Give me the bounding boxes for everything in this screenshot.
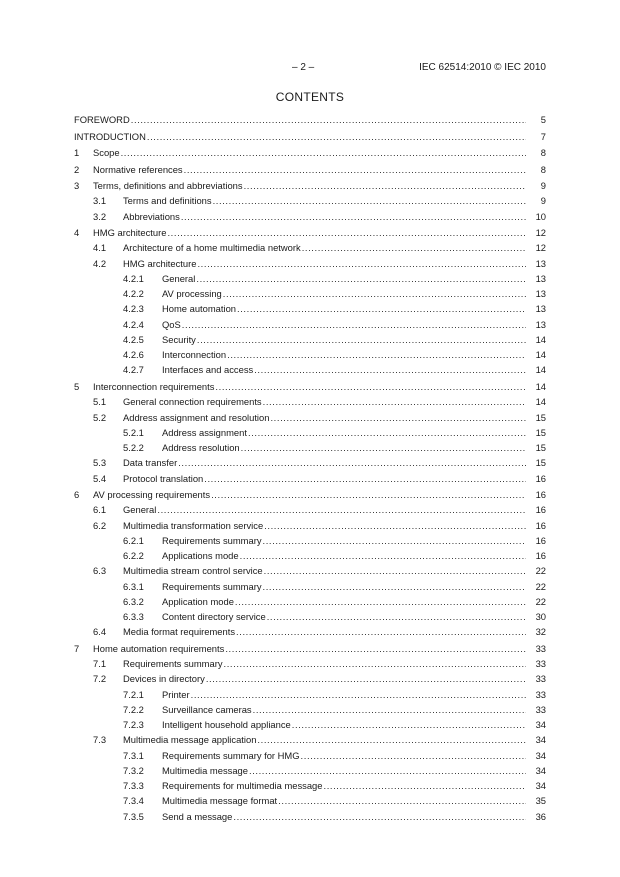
toc-dot-leader — [301, 748, 526, 763]
toc-dot-leader — [292, 717, 526, 732]
toc-dot-leader — [223, 286, 526, 301]
toc-entry-title: AV processing requirements — [93, 489, 211, 501]
toc-dot-leader — [263, 394, 526, 409]
toc-entry-title: Interconnection requirements — [93, 381, 215, 393]
toc-entry-number: 7.3.5 — [123, 810, 144, 822]
toc-dot-leader — [206, 671, 526, 686]
table-of-contents — [74, 112, 546, 824]
toc-entry-number: 6.3 — [93, 565, 107, 577]
toc-entry-title: General connection requirements — [123, 396, 262, 408]
toc-entry-title: AV processing — [162, 288, 222, 300]
toc-dot-leader — [131, 112, 526, 127]
toc-entry-title: Data transfer — [123, 457, 178, 469]
toc-entry-number: 4.1 — [93, 242, 107, 254]
toc-dot-leader — [270, 410, 526, 425]
toc-entry-number: 6.2.2 — [123, 550, 144, 562]
toc-entry-title: Applications mode — [162, 550, 239, 562]
toc-entry[interactable] — [74, 455, 546, 470]
toc-entry-number: 3 — [74, 180, 80, 192]
toc-dot-leader — [178, 455, 526, 470]
toc-entry[interactable] — [74, 778, 546, 793]
toc-entry[interactable] — [74, 209, 546, 224]
toc-entry-page: 15 — [535, 442, 546, 454]
toc-entry[interactable] — [74, 286, 546, 301]
toc-entry[interactable] — [74, 145, 546, 160]
toc-entry-page: 35 — [535, 795, 546, 807]
toc-entry-page: 16 — [535, 534, 546, 546]
toc-entry-page: 33 — [535, 703, 546, 715]
toc-entry-number: 7.2.2 — [123, 703, 144, 715]
toc-entry-page: 16 — [535, 519, 546, 531]
toc-entry-title: Address resolution — [162, 442, 240, 454]
toc-entry-page: 13 — [535, 257, 546, 269]
toc-entry[interactable] — [74, 702, 546, 717]
toc-entry-page: 33 — [535, 673, 546, 685]
toc-entry-title: Interfaces and access — [162, 364, 254, 376]
toc-entry[interactable] — [74, 594, 546, 609]
toc-entry[interactable] — [74, 129, 546, 144]
toc-entry-page: 32 — [535, 626, 546, 638]
toc-entry-number: 7 — [74, 642, 80, 654]
toc-entry-number: 6 — [74, 489, 80, 501]
toc-entry-number: 7.3 — [93, 734, 107, 746]
toc-entry-page: 34 — [535, 749, 546, 761]
toc-entry-page: 34 — [535, 780, 546, 792]
toc-entry-page: 34 — [535, 719, 546, 731]
toc-entry-title: Scope — [93, 147, 120, 159]
document-reference: IEC 62514:2010 © IEC 2010 — [419, 62, 546, 73]
toc-dot-leader — [204, 471, 526, 486]
toc-entry-page: 12 — [535, 227, 546, 239]
toc-entry[interactable] — [74, 687, 546, 702]
toc-entry[interactable] — [74, 656, 546, 671]
toc-dot-leader — [157, 502, 526, 517]
toc-entry-page: 10 — [535, 210, 546, 222]
toc-entry-page: 8 — [540, 147, 546, 159]
toc-entry-page: 14 — [535, 333, 546, 345]
toc-entry-page: 22 — [535, 580, 546, 592]
toc-dot-leader — [263, 533, 526, 548]
toc-entry-page: 14 — [535, 381, 546, 393]
toc-entry-title: Multimedia message application — [123, 734, 257, 746]
toc-entry[interactable] — [74, 301, 546, 316]
toc-entry-title: Requirements for multimedia message — [162, 780, 323, 792]
toc-dot-leader — [236, 624, 526, 639]
toc-entry[interactable] — [74, 240, 546, 255]
toc-entry-title: Address assignment — [162, 426, 247, 438]
toc-entry[interactable] — [74, 347, 546, 362]
toc-entry-page: 14 — [535, 396, 546, 408]
toc-entry[interactable] — [74, 624, 546, 639]
toc-entry-title: Interconnection — [162, 349, 227, 361]
toc-entry[interactable] — [74, 732, 546, 747]
toc-dot-leader — [196, 271, 526, 286]
toc-dot-leader — [147, 129, 526, 144]
toc-dot-leader — [240, 548, 526, 563]
toc-entry-page: 22 — [535, 595, 546, 607]
toc-dot-leader — [249, 763, 526, 778]
toc-dot-leader — [244, 178, 526, 193]
toc-dot-leader — [323, 778, 526, 793]
page-title: CONTENTS — [275, 90, 345, 104]
toc-entry-page: 30 — [535, 611, 546, 623]
toc-entry-page: 14 — [535, 349, 546, 361]
toc-entry-number: 5.4 — [93, 472, 107, 484]
toc-entry-number: 6.3.1 — [123, 580, 144, 592]
toc-entry-number: 7.3.3 — [123, 780, 144, 792]
toc-entry-page: 13 — [535, 288, 546, 300]
toc-dot-leader — [215, 379, 526, 394]
toc-entry-number: 6.3.2 — [123, 595, 144, 607]
toc-entry[interactable] — [74, 225, 546, 240]
toc-entry[interactable] — [74, 563, 546, 578]
toc-dot-leader — [213, 193, 526, 208]
toc-entry-title: Terms, definitions and abbreviations — [93, 180, 243, 192]
toc-entry-title: Address assignment and resolution — [123, 411, 270, 423]
toc-dot-leader — [197, 256, 526, 271]
toc-dot-leader — [264, 518, 526, 533]
toc-dot-leader — [197, 332, 526, 347]
toc-dot-leader — [237, 301, 526, 316]
toc-dot-leader — [254, 362, 526, 377]
toc-entry-number: 5.2 — [93, 411, 107, 423]
toc-entry-page: 5 — [540, 114, 546, 125]
toc-dot-leader — [227, 347, 526, 362]
toc-entry-title: Protocol translation — [123, 472, 204, 484]
toc-entry-page: 9 — [540, 180, 546, 192]
toc-entry-title: Multimedia transformation service — [123, 519, 264, 531]
page-header — [0, 62, 620, 76]
toc-entry[interactable] — [74, 193, 546, 208]
toc-entry-title: Requirements summary — [123, 658, 223, 670]
toc-entry-title: General — [162, 272, 196, 284]
toc-entry-page: 13 — [535, 318, 546, 330]
toc-entry-number: 5.2.2 — [123, 442, 144, 454]
toc-entry[interactable] — [74, 518, 546, 533]
toc-entry-page: 33 — [535, 642, 546, 654]
toc-entry[interactable] — [74, 394, 546, 409]
toc-entry[interactable] — [74, 425, 546, 440]
toc-entry[interactable] — [74, 809, 546, 824]
toc-entry-title: General — [123, 504, 157, 516]
toc-dot-leader — [235, 594, 526, 609]
toc-entry-page: 16 — [535, 489, 546, 501]
toc-entry[interactable] — [74, 112, 546, 127]
toc-entry-page: 13 — [535, 272, 546, 284]
toc-entry-page: 15 — [535, 457, 546, 469]
toc-entry-page: 34 — [535, 734, 546, 746]
toc-entry[interactable] — [74, 548, 546, 563]
toc-entry[interactable] — [74, 579, 546, 594]
toc-entry[interactable] — [74, 763, 546, 778]
toc-entry-number: 4.2.3 — [123, 303, 144, 315]
toc-entry-number: 5.3 — [93, 457, 107, 469]
toc-entry-title: HMG architecture — [123, 257, 197, 269]
toc-dot-leader — [211, 487, 526, 502]
toc-dot-leader — [278, 793, 526, 808]
toc-entry-title: Content directory service — [162, 611, 266, 623]
toc-entry-title: Multimedia message format — [162, 795, 278, 807]
toc-entry-number: 3.1 — [93, 195, 107, 207]
toc-entry-page: 33 — [535, 658, 546, 670]
toc-entry-number: 4.2.6 — [123, 349, 144, 361]
toc-entry-title: Printer — [162, 688, 190, 700]
toc-dot-leader — [225, 641, 526, 656]
toc-entry-page: 16 — [535, 472, 546, 484]
toc-dot-leader — [263, 579, 526, 594]
toc-entry[interactable] — [74, 178, 546, 193]
toc-entry-number: 4.2.4 — [123, 318, 144, 330]
toc-entry-title: Home automation — [162, 303, 236, 315]
toc-entry-number: 4.2 — [93, 257, 107, 269]
toc-entry[interactable] — [74, 440, 546, 455]
toc-entry-number: 6.3.3 — [123, 611, 144, 623]
toc-dot-leader — [224, 656, 526, 671]
toc-dot-leader — [241, 440, 526, 455]
toc-entry[interactable] — [74, 332, 546, 347]
toc-entry[interactable] — [74, 502, 546, 517]
toc-entry-number: 6.2 — [93, 519, 107, 531]
toc-entry-title: Terms and definitions — [123, 195, 212, 207]
toc-dot-leader — [191, 687, 526, 702]
toc-entry-title: Multimedia message — [162, 764, 248, 776]
toc-entry-number: 4 — [74, 227, 80, 239]
toc-entry-number: 5.1 — [93, 396, 107, 408]
toc-entry[interactable] — [74, 362, 546, 377]
page-number: – 2 – — [292, 62, 315, 73]
toc-dot-leader — [181, 209, 526, 224]
toc-entry[interactable] — [74, 471, 546, 486]
toc-entry-page: 36 — [535, 810, 546, 822]
toc-entry-page: 8 — [540, 163, 546, 175]
toc-entry-page: 7 — [540, 130, 546, 142]
toc-entry-number: 3.2 — [93, 210, 107, 222]
toc-entry[interactable] — [74, 410, 546, 425]
toc-entry-page: 33 — [535, 688, 546, 700]
toc-entry-page: 14 — [535, 364, 546, 376]
toc-entry-number: 7.2 — [93, 673, 107, 685]
toc-entry-title: Requirements summary — [162, 534, 262, 546]
toc-entry[interactable] — [74, 487, 546, 502]
toc-entry-number: 5 — [74, 381, 80, 393]
toc-entry-page: 22 — [535, 565, 546, 577]
toc-entry-title: HMG architecture — [93, 227, 167, 239]
toc-entry[interactable] — [74, 793, 546, 808]
toc-dot-leader — [267, 609, 526, 624]
toc-entry-number: 4.2.1 — [123, 272, 144, 284]
toc-entry-title: Normative references — [93, 163, 183, 175]
toc-entry-number: 4.2.2 — [123, 288, 144, 300]
toc-entry[interactable] — [74, 256, 546, 271]
toc-entry-number: 7.1 — [93, 658, 107, 670]
toc-entry-title: QoS — [162, 318, 181, 330]
toc-entry-title: Send a message — [162, 810, 233, 822]
toc-entry-number: 7.2.3 — [123, 719, 144, 731]
toc-dot-leader — [121, 145, 526, 160]
toc-entry[interactable] — [74, 533, 546, 548]
toc-entry[interactable] — [74, 271, 546, 286]
toc-entry-title: Multimedia stream control service — [123, 565, 263, 577]
toc-dot-leader — [233, 809, 526, 824]
toc-entry[interactable] — [74, 641, 546, 656]
toc-entry-title: Intelligent household appliance — [162, 719, 291, 731]
toc-entry[interactable] — [74, 717, 546, 732]
toc-entry-title: Surveillance cameras — [162, 703, 252, 715]
toc-entry-page: 16 — [535, 504, 546, 516]
toc-entry-title: Security — [162, 333, 196, 345]
toc-dot-leader — [253, 702, 526, 717]
toc-entry-title: Requirements summary for HMG — [162, 749, 300, 761]
toc-entry[interactable] — [74, 609, 546, 624]
toc-dot-leader — [248, 425, 526, 440]
toc-entry-number: 2 — [74, 163, 80, 175]
toc-entry-title: Devices in directory — [123, 673, 205, 685]
toc-entry-number: 6.4 — [93, 626, 107, 638]
toc-entry-page: 9 — [540, 195, 546, 207]
toc-entry-title: Requirements summary — [162, 580, 262, 592]
toc-dot-leader — [264, 563, 526, 578]
toc-entry-title: INTRODUCTION — [74, 130, 146, 142]
toc-entry-number: 1 — [74, 147, 80, 159]
toc-entry[interactable] — [74, 379, 546, 394]
toc-dot-leader — [302, 240, 526, 255]
toc-entry-page: 13 — [535, 303, 546, 315]
toc-entry[interactable] — [74, 748, 546, 763]
toc-entry-number: 6.1 — [93, 504, 107, 516]
toc-entry-page: 16 — [535, 550, 546, 562]
toc-entry-title: Home automation requirements — [93, 642, 225, 654]
toc-entry-title: Architecture of a home multimedia network — [123, 242, 301, 254]
toc-entry-page: 15 — [535, 411, 546, 423]
toc-entry-number: 6.2.1 — [123, 534, 144, 546]
toc-entry-title: Media format requirements — [123, 626, 236, 638]
toc-entry-number: 7.3.2 — [123, 764, 144, 776]
toc-entry[interactable] — [74, 317, 546, 332]
toc-entry-number: 7.2.1 — [123, 688, 144, 700]
toc-entry-title: FOREWORD — [74, 114, 130, 125]
toc-entry-page: 15 — [535, 426, 546, 438]
toc-entry-number: 4.2.7 — [123, 364, 144, 376]
toc-dot-leader — [167, 225, 526, 240]
toc-entry[interactable] — [74, 671, 546, 686]
toc-dot-leader — [257, 732, 526, 747]
toc-entry-title: Application mode — [162, 595, 234, 607]
toc-entry[interactable] — [74, 162, 546, 177]
toc-entry-number: 5.2.1 — [123, 426, 144, 438]
toc-entry-title: Abbreviations — [123, 210, 180, 222]
toc-entry-page: 34 — [535, 764, 546, 776]
toc-entry-page: 12 — [535, 242, 546, 254]
toc-entry-number: 4.2.5 — [123, 333, 144, 345]
toc-entry-number: 7.3.1 — [123, 749, 144, 761]
toc-entry-number: 7.3.4 — [123, 795, 144, 807]
toc-dot-leader — [182, 317, 526, 332]
toc-dot-leader — [184, 162, 526, 177]
